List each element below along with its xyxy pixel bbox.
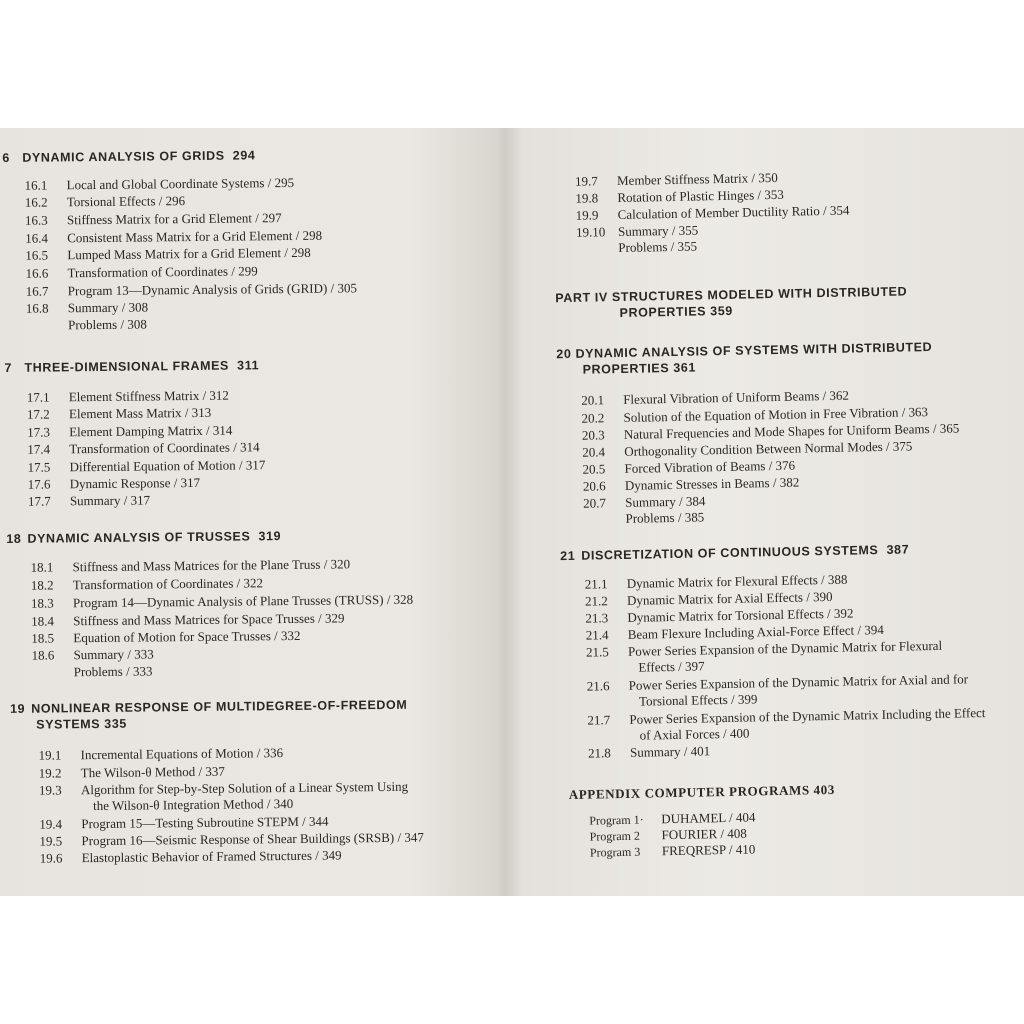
program-entry: Program 1· DUHAMEL / 404 <box>589 809 756 828</box>
toc-entry: 18.6 Summary / 333 <box>31 646 154 663</box>
toc-entry: 16.5 Lumped Mass Matrix for a Grid Element / 298 <box>25 244 311 263</box>
toc-entry: 17.4 Transformation of Coordinates / 314 <box>27 439 260 457</box>
toc-entry: 17.3 Element Damping Matrix / 314 <box>27 422 233 440</box>
toc-entry: 19.3 Algorithm for Step-by-Step Solution of a Linear System Using <box>38 778 409 798</box>
chapter-21-heading: 21 DISCRETIZATION OF CONTINUOUS SYSTEMS 387 <box>560 542 910 564</box>
toc-entry: 19.6 Elastoplastic Behavior of Framed Structures / 349 <box>39 847 342 866</box>
toc-entry: 18.3 Program 14—Dynamic Analysis of Plane Trusses (TRUSS) / 328 <box>30 591 414 611</box>
chapter-16-heading: 6 DYNAMIC ANALYSIS OF GRIDS 294 <box>2 148 256 165</box>
toc-entry: 18.2 Transformation of Coordinates / 322 <box>30 575 264 593</box>
toc-entry: 16.2 Torsional Effects / 296 <box>24 193 186 210</box>
toc-entry: 21.2 Dynamic Matrix for Axial Effects / 390 <box>584 588 833 609</box>
toc-entry: 20.5 Forced Vibration of Beams / 376 <box>582 457 796 477</box>
toc-entry: 16.8 Summary / 308 <box>25 299 149 316</box>
toc-entry-cont: Effects / 397 <box>638 658 705 675</box>
toc-entry: 16.6 Transformation of Coordinates / 299 <box>25 263 258 281</box>
part-4-heading: PART IV STRUCTURES MODELED WITH DISTRIBUTED <box>555 284 908 306</box>
toc-entry: 20.3 Natural Frequencies and Mode Shapes for Uniform Beams / 365 <box>581 420 960 443</box>
toc-entry: Problems / 355 <box>618 238 698 255</box>
toc-entry: 21.6 Power Series Expansion of the Dynamic Matrix for Axial and for <box>586 671 969 694</box>
chapter-18-heading: 18 DYNAMIC ANALYSIS OF TRUSSES 319 <box>6 529 282 546</box>
program-entry: Program 3 FREQRESP / 410 <box>589 841 756 860</box>
toc-entry: 19.9 Calculation of Member Ductility Ratio / 354 <box>575 202 850 223</box>
toc-entry: 20.4 Orthogonality Condition Between Normal Modes / 375 <box>582 438 913 460</box>
toc-entry: 17.1 Element Stiffness Matrix / 312 <box>26 387 229 405</box>
toc-entry: 18.1 Stiffness and Mass Matrices for the Plane Truss / 320 <box>30 556 351 575</box>
toc-entry: 19.2 The Wilson-θ Method / 337 <box>38 763 225 781</box>
toc-entry: Problems / 333 <box>73 663 153 680</box>
toc-entry: 17.7 Summary / 317 <box>27 492 151 509</box>
toc-entry: 17.2 Element Mass Matrix / 313 <box>26 404 212 422</box>
toc-entry-cont: Torsional Effects / 399 <box>638 691 758 709</box>
toc-entry: 20.6 Dynamic Stresses in Beams / 382 <box>582 474 800 494</box>
left-page <box>0 128 508 896</box>
toc-entry: 20.7 Summary / 384 <box>583 493 706 511</box>
toc-entry: 19.5 Program 16—Seismic Response of Shear Buildings (SRSB) / 347 <box>39 829 424 849</box>
right-page <box>512 128 1024 896</box>
toc-entry: Problems / 308 <box>67 316 147 333</box>
toc-entry: 20.2 Solution of the Equation of Motion in Free Vibration / 363 <box>581 404 929 426</box>
toc-entry: 21.5 Power Series Expansion of the Dynamic Matrix for Flexural <box>585 637 943 660</box>
toc-entry: 19.10 Summary / 355 <box>575 222 699 240</box>
toc-entry: 17.6 Dynamic Response / 317 <box>27 474 201 492</box>
chapter-17-heading: 7 THREE-DIMENSIONAL FRAMES 311 <box>4 358 260 375</box>
toc-entry: 18.4 Stiffness and Mass Matrices for Space Trusses / 329 <box>31 610 345 629</box>
toc-entry: 21.7 Power Series Expansion of the Dynamic Matrix Including the Effect <box>587 705 986 728</box>
toc-entry: 16.1 Local and Global Coordinate Systems / 295 <box>24 174 295 193</box>
toc-entry: 16.7 Program 13—Dynamic Analysis of Grids (GRID) / 305 <box>25 280 357 299</box>
program-entry: Program 2 FOURIER / 408 <box>589 825 747 844</box>
part-4-heading-line2: PROPERTIES 359 <box>619 303 733 320</box>
toc-entry: 21.1 Dynamic Matrix for Flexural Effects / 388 <box>584 571 848 592</box>
toc-entry: 20.1 Flexural Vibration of Uniform Beams / 362 <box>581 387 850 408</box>
chapter-20-heading: 20 DYNAMIC ANALYSIS OF SYSTEMS WITH DISTRIBUTED <box>556 339 933 362</box>
chapter-20-heading-line2: PROPERTIES 361 <box>582 360 697 377</box>
toc-entry: 21.3 Dynamic Matrix for Torsional Effects / 392 <box>585 605 854 626</box>
toc-entry: 18.5 Equation of Motion for Space Trusses / 332 <box>31 627 301 646</box>
toc-entry: 19.8 Rotation of Plastic Hinges / 353 <box>575 186 784 206</box>
chapter-19-heading-line2: SYSTEMS 335 <box>36 716 127 732</box>
chapter-19-heading: 19 NONLINEAR RESPONSE OF MULTIDEGREE-OF-FREEDOM <box>10 697 408 716</box>
toc-entry: 17.5 Differential Equation of Motion / 317 <box>27 457 266 475</box>
book-spread <box>0 128 1024 896</box>
toc-entry: 19.1 Incremental Equations of Motion / 336 <box>38 745 284 763</box>
toc-entry-cont: of Axial Forces / 400 <box>639 725 750 743</box>
toc-entry: 16.3 Stiffness Matrix for a Grid Element / 297 <box>24 210 282 228</box>
toc-entry: 19.4 Program 15—Testing Subroutine STEPM / 344 <box>39 813 329 832</box>
toc-entry-cont: the Wilson-θ Integration Method / 340 <box>93 795 294 814</box>
toc-entry: 21.4 Beam Flexure Including Axial-Force Effect / 394 <box>585 621 884 643</box>
toc-entry: Problems / 385 <box>625 509 705 526</box>
toc-entry: 19.7 Member Stiffness Matrix / 350 <box>574 169 778 189</box>
toc-entry: 16.4 Consistent Mass Matrix for a Grid Element / 298 <box>25 227 323 246</box>
appendix-heading: APPENDIX COMPUTER PROGRAMS 403 <box>568 781 835 803</box>
toc-entry: 21.8 Summary / 401 <box>587 743 711 761</box>
